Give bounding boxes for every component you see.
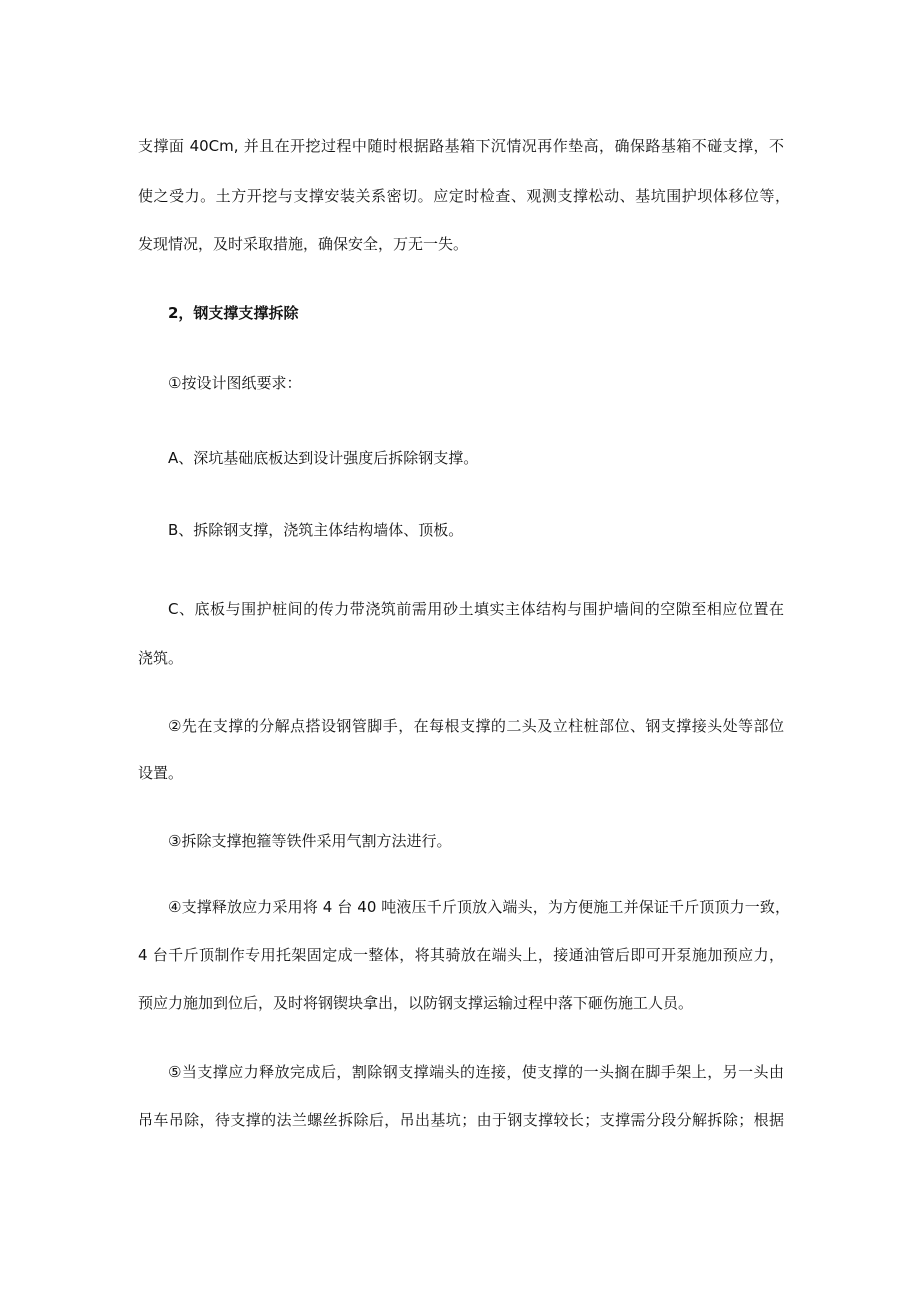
item-c-line-2: 浇筑。 xyxy=(138,649,184,667)
item-1: ①按设计图纸要求： xyxy=(168,374,302,392)
item-4-line-1: ④支撑释放应力采用将 4 台 40 吨液压千斤顶放入端头，为方便施工并保证千斤顶顶力一致， xyxy=(168,898,790,916)
item-b: B、拆除钢支撑，浇筑主体结构墙体、顶板。 xyxy=(168,521,464,539)
item-2-line-2: 设置。 xyxy=(138,764,184,782)
paragraph-1-line-2: 使之受力。土方开挖与支撑安装关系密切。应定时检查、观测支撑松动、基坑围护坝体移位等， xyxy=(138,187,790,205)
item-c-line-1: C、底板与围护桩间的传力带浇筑前需用砂土填实主体结构与围护墙间的空隙至相应位置在 xyxy=(168,600,784,618)
item-a: A、深坑基础底板达到设计强度后拆除钢支撑。 xyxy=(168,449,479,467)
item-4-line-2: 4 台千斤顶制作专用托架固定成一整体，将其骑放在端头上，接通油管后即可开泵施加预应力， xyxy=(138,946,784,964)
paragraph-1-line-1: 支撑面 40Cm, 并且在开挖过程中随时根据路基箱下沉情况再作垫高，确保路基箱不碰支撑，不 xyxy=(138,137,784,155)
section-heading: 2，钢支撑支撑拆除 xyxy=(168,304,299,322)
paragraph-1-line-3: 发现情况，及时采取措施，确保安全，万无一失。 xyxy=(138,235,469,253)
item-5-line-2: 吊车吊除，待支撑的法兰螺丝拆除后，吊出基坑；由于钢支撑较长；支撑需分段分解拆除；根据 xyxy=(138,1111,784,1129)
item-3: ③拆除支撑抱箍等铁件采用气割方法进行。 xyxy=(168,832,452,850)
item-2-line-1: ②先在支撑的分解点搭设钢管脚手，在每根支撑的二头及立柱桩部位、钢支撑接头处等部位 xyxy=(168,717,784,735)
item-4-line-3: 预应力施加到位后，及时将钢锲块拿出，以防钢支撑运输过程中落下砸伤施工人员。 xyxy=(138,994,694,1012)
item-5-line-1: ⑤当支撑应力释放完成后，割除钢支撑端头的连接，使支撑的一头搁在脚手架上，另一头由 xyxy=(168,1063,784,1081)
